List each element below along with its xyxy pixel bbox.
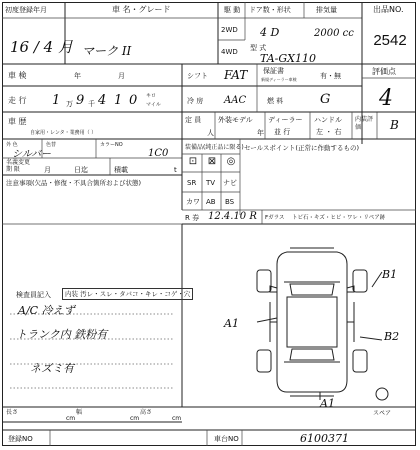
- damage-b2: B2: [384, 330, 400, 343]
- shaken-year: 年: [74, 72, 81, 80]
- warranty-sub: 新規ディーラー車検: [261, 77, 297, 82]
- inspector-options: 内装 汚レ・スレ・タバコ・キレ・コゲ・穴: [62, 288, 193, 300]
- power-window-equip-icon: ⊠: [207, 156, 217, 167]
- drive-2wd: 2WD: [221, 26, 238, 34]
- model-label: 型 式: [250, 44, 267, 52]
- dealer-sub: 並 行: [274, 128, 291, 136]
- interior-label: 内装評価: [355, 116, 374, 131]
- unit-mile: マイル: [146, 102, 161, 108]
- unit-man: 万: [66, 100, 73, 108]
- equip-navi: ナビ: [223, 179, 237, 187]
- color-no-value: 1C0: [148, 148, 169, 159]
- spare-label: スペア: [373, 410, 392, 417]
- glass-label: Fガラス: [265, 215, 285, 221]
- lot-number: 2542: [373, 32, 407, 49]
- height-unit: cm: [172, 415, 182, 422]
- drive-label: 駆 動: [224, 6, 241, 14]
- steering-equip-icon: ◎: [226, 156, 236, 167]
- equip-leather: カワ: [186, 198, 200, 206]
- equip-airbag: AB: [206, 198, 216, 206]
- car-damage-diagram: [232, 242, 392, 402]
- warranty-value: 有・無: [320, 72, 341, 80]
- first-reg-label: 初度登録年月: [5, 6, 47, 14]
- unit-sen: 千: [88, 100, 95, 108]
- equip-tv: TV: [206, 179, 216, 187]
- color-no-label: カラーNO: [100, 142, 123, 148]
- capacity-label: 定 員: [185, 116, 202, 124]
- fmc-label: 外装モデル: [218, 116, 253, 124]
- chassis-label: 車台NO: [214, 435, 239, 443]
- width-label: 幅: [76, 409, 83, 416]
- loading-unit: t: [174, 166, 177, 174]
- first-reg-value: 16 / 4 月: [10, 38, 73, 56]
- name-change-label: 名義変更期 限: [6, 159, 31, 173]
- reg-no-label: 登録NO: [8, 435, 33, 443]
- r-card-label: R 券: [185, 214, 200, 222]
- glass-note: トビ石・キズ・ヒビ・ワレ・リペア跡: [292, 215, 386, 221]
- fuel-label: 燃 料: [267, 97, 284, 105]
- capacity-unit: 人: [207, 129, 214, 137]
- color-change-label: 色替: [46, 142, 57, 148]
- lot-label: 出品NO.: [373, 5, 404, 14]
- ac-value: AAC: [224, 95, 247, 106]
- unit-km: キロ: [146, 93, 157, 99]
- damage-a1-left: A1: [224, 317, 239, 330]
- mileage-digit-2: 9: [76, 93, 85, 108]
- mileage-digit-5: 0: [129, 93, 138, 108]
- handle-sub: 左 ・ 右: [316, 128, 342, 136]
- equip-abs: BS: [225, 198, 235, 206]
- inspector-note-3: ネズミ有: [30, 362, 74, 375]
- equipment-label: 装備品(純正品に限る): [185, 144, 244, 151]
- inspector-label: 検査員記入: [16, 291, 51, 299]
- name-grade-label: 車 名・グレード: [112, 5, 171, 14]
- fuel-value: G: [320, 92, 331, 107]
- warranty-label: 保証書: [263, 67, 284, 75]
- length-label: 長さ: [6, 409, 19, 416]
- damage-a1-bottom: A1: [320, 397, 335, 410]
- shaken-month: 月: [118, 72, 125, 80]
- name-change-day: 日迄: [74, 166, 88, 174]
- sales-point-label: セールスポイント(正常に作動するもの): [244, 144, 359, 152]
- r-card-value: 12.4.10 R: [208, 211, 257, 222]
- mileage-label: 走 行: [8, 96, 27, 105]
- dealer-label: ディーラー: [268, 116, 303, 124]
- name-change-month: 月: [44, 166, 51, 174]
- car-name-value: マーク II: [82, 44, 132, 58]
- usage-sub: 自家用・レンタ・業務用（ ）: [30, 130, 97, 136]
- displacement-value: 2000 cc: [314, 28, 354, 39]
- length-unit: cm: [66, 415, 76, 422]
- score-label: 評価点: [372, 67, 396, 76]
- sunroof-equip-icon: ⊡: [188, 156, 198, 167]
- color-value: シルバー: [12, 149, 52, 160]
- color-label: 外 色: [6, 142, 18, 148]
- loading-label: 積載: [114, 166, 128, 174]
- inspector-note-1: A/C 冷えず: [18, 304, 75, 317]
- auction-sheet: [2, 2, 416, 446]
- mileage-digit-4: 1: [114, 93, 123, 108]
- shift-value: FAT: [224, 68, 248, 82]
- height-label: 高さ: [140, 409, 153, 416]
- mileage-digit-1: 1: [52, 93, 61, 108]
- chassis-value: 6100371: [300, 432, 349, 445]
- handle-label: ハンドル: [314, 116, 342, 124]
- equip-sr: SR: [187, 179, 197, 187]
- score-value: 4: [379, 86, 393, 111]
- door-label: ドア数・形状: [249, 6, 291, 14]
- mileage-digit-3: 4: [98, 93, 107, 108]
- shaken-label: 車 検: [8, 71, 27, 80]
- usage-label: 車 歴: [8, 117, 27, 126]
- width-unit: cm: [130, 415, 140, 422]
- shift-label: シフト: [187, 72, 208, 80]
- model-value: TA-GX110: [260, 52, 317, 65]
- fmc-unit: 年: [257, 129, 264, 137]
- damage-b1: B1: [382, 268, 398, 281]
- notes-label: 注意事項(欠品・修復・不具合箇所および状態): [6, 179, 142, 187]
- ac-label: 冷 房: [187, 97, 204, 105]
- displacement-label: 排気量: [316, 6, 337, 14]
- inspector-note-2: トランク内 鉄粉有: [16, 328, 108, 341]
- drive-4wd: 4WD: [221, 48, 238, 56]
- doors-value: 4 D: [260, 26, 280, 39]
- interior-value: B: [390, 118, 399, 132]
